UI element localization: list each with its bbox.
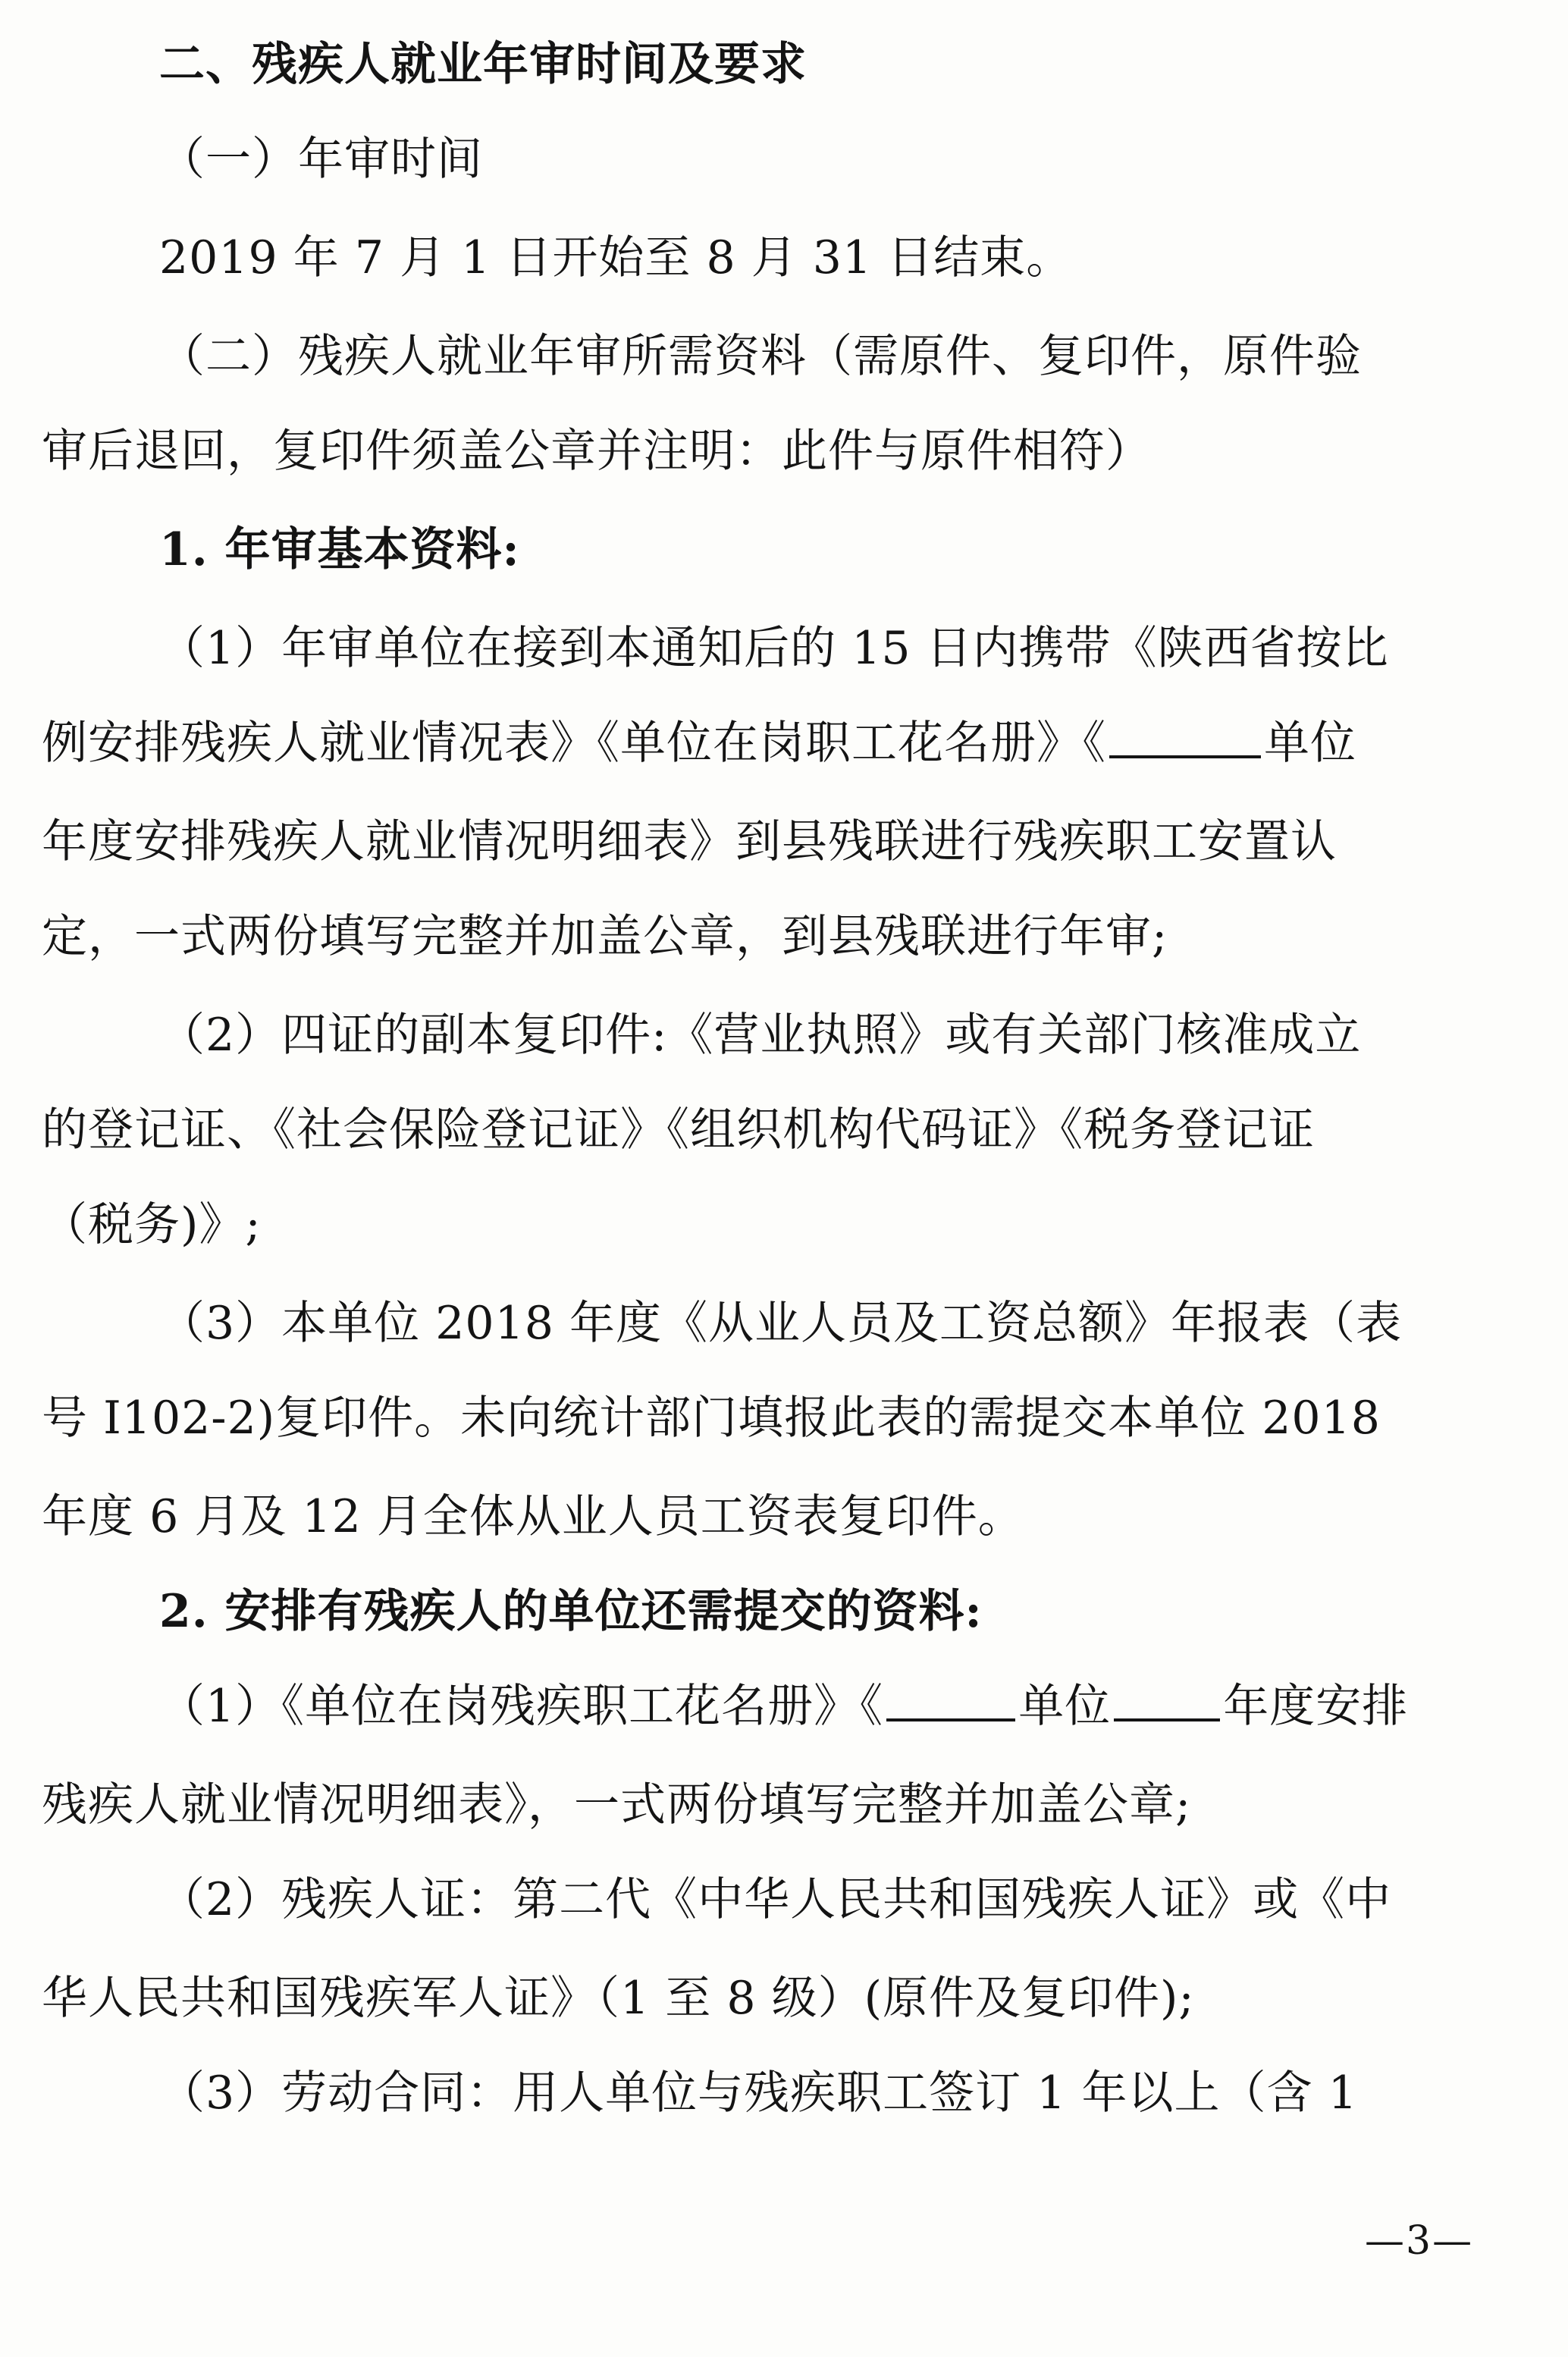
- subsection-2-line-2: 审后退回，复印件须盖公章并注明：此件与原件相符）: [42, 425, 1152, 478]
- subsection-1-title: （一）年审时间: [159, 133, 483, 186]
- item-2-2-line-1: （2）残疾人证：第二代《中华人民共和国残疾人证》或《中: [159, 1873, 1392, 1926]
- section-title: 二、残疾人就业年审时间及要求: [159, 38, 807, 91]
- item-2-1-line-1-rest: 年度安排: [1223, 1680, 1409, 1733]
- part-2-title: 2. 安排有残疾人的单位还需提交的资料:: [159, 1585, 983, 1638]
- part-1-title: 1. 年审基本资料:: [159, 523, 520, 576]
- item-1-1-line-2-unit: 单位: [1264, 717, 1356, 770]
- item-1-2-line-2: 的登记证、《社会保险登记证》《组织机构代码证》《税务登记证: [42, 1103, 1315, 1157]
- item-2-2-line-2: 华人民共和国残疾军人证》（1 至 8 级）(原件及复印件);: [42, 1972, 1195, 2025]
- item-1-1-line-3: 年度安排残疾人就业情况明细表》到县残联进行残疾职工安置认: [42, 815, 1337, 868]
- item-2-3-line-1: （3）劳动合同：用人单位与残疾职工签订 1 年以上（含 1: [159, 2067, 1358, 2120]
- item-1-3-line-3: 年度 6 月及 12 月全体从业人员工资表复印件。: [42, 1490, 1024, 1543]
- page-number: —3—: [1365, 2218, 1474, 2264]
- item-2-1-line-1-text: （1）《单位在岗残疾职工花名册》《: [159, 1680, 884, 1733]
- item-2-1-line-2: 残疾人就业情况明细表》，一式两份填写完整并加盖公章;: [42, 1778, 1192, 1831]
- item-1-1-line-2-text: 例安排残疾人就业情况表》《单位在岗职工花名册》《: [42, 717, 1106, 770]
- item-1-1-line-4: 定，一式两份填写完整并加盖公章，到县残联进行年审;: [42, 910, 1168, 963]
- item-1-2-line-3: （税务)》;: [42, 1198, 262, 1251]
- subsection-1-text: 2019 年 7 月 1 日开始至 8 月 31 日结束。: [159, 231, 1073, 284]
- blank-unit-field: [1109, 717, 1261, 758]
- item-1-2-line-1: （2）四证的副本复印件:《营业执照》或有关部门核准成立: [159, 1009, 1362, 1062]
- item-1-1-line-2: [0, 713, 1568, 774]
- blank-unit-field: [886, 1681, 1015, 1721]
- item-2-1-line-1-unit: 单位: [1018, 1680, 1112, 1733]
- subsection-2-line-1: （二）残疾人就业年审所需资料（需原件、复印件，原件验: [159, 330, 1362, 383]
- blank-year-field: [1114, 1681, 1220, 1721]
- item-1-3-line-1: （3）本单位 2018 年度《从业人员及工资总额》年报表（表: [159, 1297, 1403, 1350]
- item-1-1-line-1: （1）年审单位在接到本通知后的 15 日内携带《陕西省按比: [159, 622, 1389, 675]
- item-1-3-line-2: 号 I102-2)复印件。未向统计部门填报此表的需提交本单位 2018: [42, 1392, 1381, 1445]
- item-2-1-line-1: [0, 1676, 1568, 1737]
